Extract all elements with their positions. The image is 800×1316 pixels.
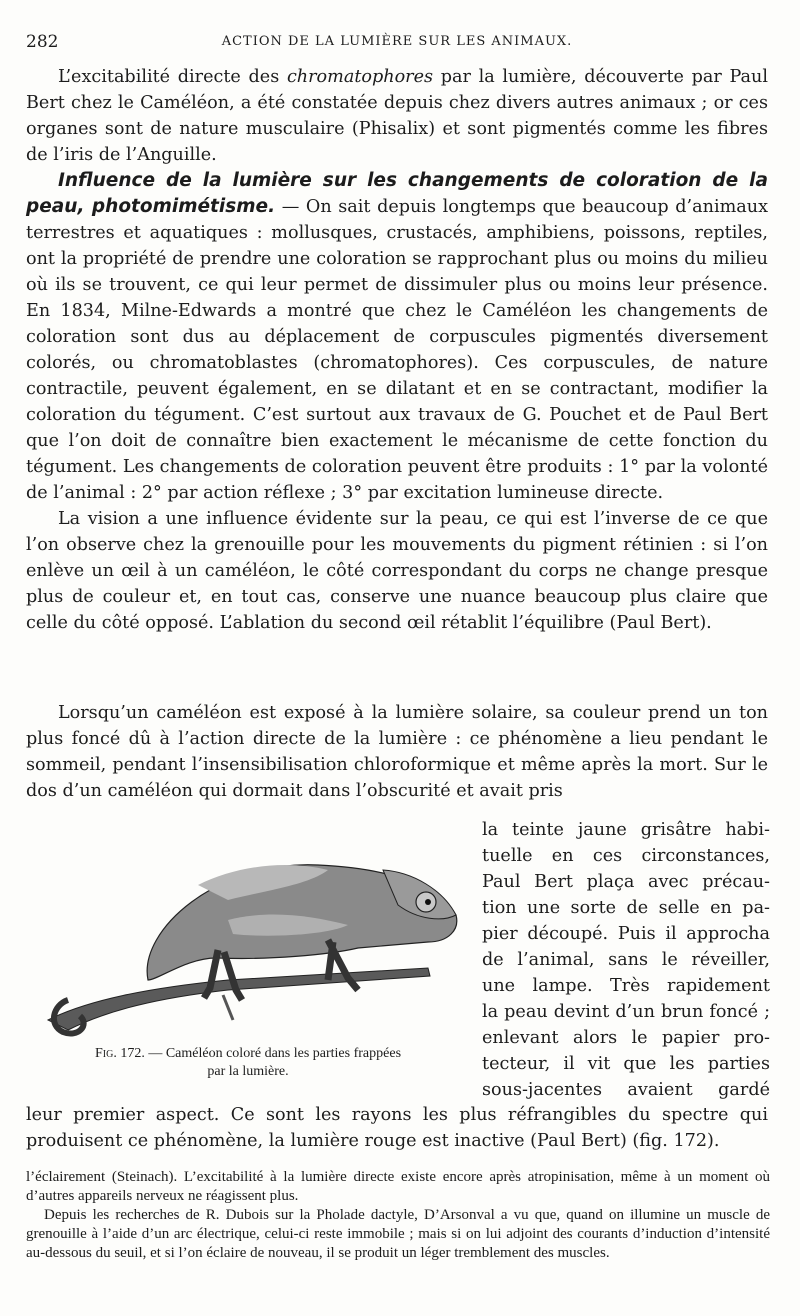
figure-caption-line1: — Caméléon coloré dans les parties frappées	[144, 1046, 402, 1061]
wrapped-line: tecteur, il vit que les parties	[482, 1054, 770, 1074]
wrapped-line: tuelle en ces circonstances,	[482, 846, 770, 866]
wrapped-text-column	[482, 817, 770, 1103]
footnote-steinach: l’éclairement (Steinach). L’excitabilité à la lumière directe existe encore après atropinisation, même à un moment où d’autres appareils nerveux ne réagissent plus.	[26, 1169, 770, 1204]
wrapped-line: tion une sorte de selle en pa-	[482, 898, 770, 918]
wrapped-line: la teinte jaune grisâtre habi-	[482, 820, 770, 840]
figure-172	[28, 830, 468, 1079]
page-number: 282	[26, 32, 59, 52]
footnote-darsonval: Depuis les recherches de R. Dubois sur la Pholade dactyle, D’Arsonval a vu que, quand on illumine un muscle de grenouille à l’aide d’un arc électrique, celui-ci reste immobile ; mais si on lui adjoint des courants d’induction d’intensité au-dessous du seuil, et si l’on éclaire de nouveau, il se produit un léger tremblement des muscles.	[26, 1207, 770, 1261]
wrapped-line: une lampe. Très rapidement	[482, 976, 770, 996]
wrapped-line: pier découpé. Puis il approcha	[482, 924, 770, 944]
emphasis-chromatophores: chromatophores	[286, 67, 434, 87]
wrapped-line: sous-jacentes avaient gardé	[482, 1080, 770, 1100]
wrapped-line: Paul Bert plaça avec précau-	[482, 872, 770, 892]
chameleon-illustration	[28, 830, 468, 1045]
paragraph-continuation: leur premier aspect. Ce sont les rayons les plus réfrangibles du spectre qui produisent ce phénomène, la lumière rouge est inactive (Paul Bert) (fig. 172).	[26, 1105, 768, 1151]
section-heading: Influence de la lumière sur les changements de coloration de la peau, photomimétisme.	[26, 170, 768, 217]
footnotes	[26, 1168, 770, 1263]
running-title: ACTION DE LA LUMIÈRE SUR LES ANIMAUX.	[221, 34, 573, 49]
wrapped-line: la peau devint d’un brun foncé ;	[482, 1002, 770, 1022]
text-block-top	[26, 64, 768, 636]
wrapped-line: enlevant alors le papier pro-	[482, 1028, 770, 1048]
text-block-bottom	[26, 1102, 768, 1154]
paragraph-lumiere-solaire: Lorsqu’un caméléon est exposé à la lumière solaire, sa couleur prend un ton plus foncé dû à l’action directe de la lumière : ce phénomène a lieu pendant le sommeil, pendant l’insensibilisation chloroformique et même après la mort. Sur le dos d’un caméléon qui dormait dans l’obscurité et avait pris	[26, 703, 768, 801]
wrapped-line: de l’animal, sans le réveiller,	[482, 950, 770, 970]
text-block-middle	[26, 700, 768, 804]
figure-caption-line2: par la lumière.	[207, 1064, 289, 1079]
paragraph-chromatophores: L’excitabilité directe des chromatophores par la lumière, découverte par Paul Bert chez le Caméléon, a été constatée depuis chez divers autres animaux ; or ces organes sont de nature musculaire (Phisalix) et sont pigmentés comme les fibres de l’iris de l’Anguille.	[26, 67, 769, 165]
page-header	[26, 30, 768, 56]
paragraph-vision: La vision a une influence évidente sur la peau, ce qui est l’inverse de ce que l’on observe chez la grenouille pour les mouvements du pigment rétinien : si l’on enlève un œil à un caméléon, le côté correspondant du corps ne change presque plus de couleur et, en tout cas, conserve une nuance beaucoup plus claire que celle du côté opposé. L’ablation du second œil rétablit l’équilibre (Paul Bert).	[26, 509, 768, 633]
figure-caption	[30, 1045, 466, 1081]
figure-label: Fig. 172.	[94, 1046, 145, 1061]
paragraph-photomimetisme: Influence de la lumière sur les changements de coloration de la peau, photomimétisme. — On sait depuis longtemps que beaucoup d’animaux terrestres et aquatiques : mollusques, crustacés, amphibiens, poissons, reptiles, ont la propriété de prendre une coloration se rapprochant plus ou moins du milieu où ils se trouvent, ce qui leur permet de dissimuler plus ou moins leur présence. En 1834, Milne-Edwards a montré que chez le Caméléon les changements de coloration sont dus au déplacement de corpuscules pigmentés diversement colorés, ou chromatoblastes (chromatophores). Ces corpuscules, de nature contractile, peuvent également, en se dilatant et en se contractant, modifier la coloration du tégument. C’est surtout aux travaux de G. Pouchet et de Paul Bert que l’on doit de connaître bien exactement le mécanisme de cette fonction du tégument. Les changements de coloration peuvent être produits : 1° par la volonté de l’animal : 2° par action réflexe ; 3° par excitation lumineuse directe.	[26, 170, 768, 503]
